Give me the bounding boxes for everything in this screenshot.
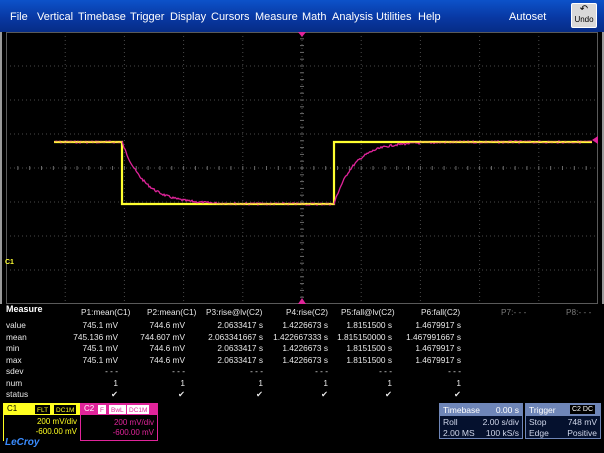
menu-vertical[interactable]: Vertical <box>37 11 74 23</box>
menu-measure[interactable]: Measure <box>255 11 298 23</box>
measure-table <box>0 304 604 403</box>
status-check-icon: ✔ <box>256 389 263 399</box>
row-label-sdev: sdev <box>6 366 24 376</box>
measure-title: Measure <box>6 304 43 314</box>
meas-cell: 745.1 mV <box>82 354 118 365</box>
col-header-p3[interactable]: P3:rise@lv(C2) <box>206 307 263 317</box>
timebase-row-2 <box>440 427 522 438</box>
c2-bwl-tag: BwL <box>111 407 124 414</box>
menu-analysis[interactable]: Analysis <box>332 11 373 23</box>
col-header-p4[interactable]: P4:rise(C2) <box>286 307 328 317</box>
meas-cell: 744.607 mV <box>140 331 185 342</box>
c1-descriptor[interactable] <box>3 403 81 441</box>
meas-cell: - - - <box>315 366 328 376</box>
meas-cell: 2.063341667 s <box>208 331 263 342</box>
meas-cell: 745.1 mV <box>82 343 118 353</box>
timebase-mode: Roll <box>443 417 458 427</box>
menu-cursors[interactable]: Cursors <box>211 11 250 23</box>
trigger-state: Stop <box>529 417 547 427</box>
c2-offset: -600.00 mV <box>112 428 154 437</box>
autoset-button[interactable]: Autoset <box>509 11 547 23</box>
trigger-source-tag: C2 DC <box>572 406 594 413</box>
meas-cell: 2.0633417 s <box>217 320 263 330</box>
row-label-num: num <box>6 377 23 388</box>
c2-filter-tag: F <box>100 407 104 414</box>
menu-display[interactable]: Display <box>170 11 207 23</box>
trigger-time-marker-top[interactable] <box>298 32 306 37</box>
meas-cell: 745.136 mV <box>73 331 118 342</box>
timebase-descriptor[interactable] <box>439 403 523 439</box>
c1-offset-marker[interactable]: C1 <box>5 259 14 266</box>
meas-cell: 1.8151500 s <box>346 343 392 353</box>
meas-cell: 744.6 mV <box>149 320 185 330</box>
c2-descriptor[interactable] <box>80 403 158 441</box>
meas-cell: 1.8151500 s <box>346 354 392 365</box>
timebase-rate: 100 kS/s <box>485 428 519 438</box>
trigger-level-marker[interactable] <box>592 136 598 144</box>
trigger-title: Trigger <box>529 405 556 415</box>
meas-cell: 745.1 mV <box>82 320 118 330</box>
timebase-samples: 2.00 MS <box>443 428 475 438</box>
col-header-p2[interactable]: P2:mean(C1) <box>147 307 197 317</box>
timebase-title: Timebase <box>443 405 481 415</box>
timebase-row-1 <box>440 416 522 427</box>
meas-cell: 1.4679917 s <box>415 343 461 353</box>
timebase-delay: 0.00 s <box>495 405 519 415</box>
menu-help[interactable]: Help <box>418 11 441 23</box>
meas-cell: 744.6 mV <box>149 354 185 365</box>
meas-cell: 1.467991667 s <box>406 331 461 342</box>
descriptor-bar <box>0 403 604 453</box>
meas-cell: 1 <box>113 377 118 388</box>
menu-utilities[interactable]: Utilities <box>376 11 412 23</box>
menu-timebase[interactable]: Timebase <box>78 11 126 23</box>
meas-cell: 1.815150000 s <box>337 331 392 342</box>
status-check-icon: ✔ <box>321 389 328 399</box>
col-header-p6[interactable]: P6:fall(C2) <box>421 307 461 317</box>
c2-descriptor-header <box>81 404 157 415</box>
c2-name: C2 <box>84 404 95 413</box>
c1-filter-tag: FLT <box>37 407 49 414</box>
row-label-status: status <box>6 389 29 399</box>
meas-cell: 744.6 mV <box>149 343 185 353</box>
meas-cell: - - - <box>172 366 185 376</box>
status-check-icon: ✔ <box>111 389 118 399</box>
undo-label: Undo <box>574 15 594 24</box>
row-label-min: min <box>6 343 20 353</box>
col-header-p5[interactable]: P5:fall@lv(C2) <box>341 307 395 317</box>
meas-cell: 1 <box>387 377 392 388</box>
lecroy-logo: LeCroy <box>5 437 40 448</box>
col-header-p7[interactable]: P7:- - - <box>501 307 527 317</box>
trigger-level: 748 mV <box>567 417 597 427</box>
meas-cell: - - - <box>250 366 263 376</box>
c2-trace <box>54 141 592 205</box>
c1-trace <box>54 142 592 204</box>
row-label-max: max <box>6 354 22 365</box>
menu-trigger[interactable]: Trigger <box>130 11 165 23</box>
meas-cell: 1 <box>323 377 328 388</box>
row-label-mean: mean <box>6 331 27 342</box>
menu-math[interactable]: Math <box>302 11 327 23</box>
status-check-icon: ✔ <box>178 389 185 399</box>
meas-cell: 1.422667333 s <box>273 331 328 342</box>
c1-name: C1 <box>7 404 18 413</box>
meas-cell: 1 <box>456 377 461 388</box>
trigger-header <box>526 404 600 416</box>
row-label-value: value <box>6 320 26 330</box>
timebase-header <box>440 404 522 416</box>
trigger-type: Edge <box>529 428 549 438</box>
meas-cell: 1 <box>258 377 263 388</box>
meas-cell: - - - <box>448 366 461 376</box>
trigger-descriptor[interactable] <box>525 403 601 439</box>
c1-coupling-tag: DC1M <box>56 407 75 414</box>
trigger-row-2 <box>526 427 600 438</box>
c1-descriptor-header <box>4 404 80 415</box>
c1-scale: 200 mV/div <box>36 417 77 426</box>
c2-scale: 200 mV/div <box>113 418 154 427</box>
undo-button[interactable] <box>571 3 597 28</box>
c1-offset: -600.00 mV <box>35 427 77 436</box>
menu-bar <box>0 0 604 32</box>
meas-cell: - - - <box>105 366 118 376</box>
col-header-p1[interactable]: P1:mean(C1) <box>81 307 131 317</box>
c1-trace-overlay <box>54 142 592 204</box>
status-check-icon: ✔ <box>385 389 392 399</box>
meas-cell: 1.8151500 s <box>346 320 392 330</box>
trigger-slope: Positive <box>567 428 597 438</box>
meas-cell: 1.4679917 s <box>415 320 461 330</box>
meas-cell: 1.4226673 s <box>282 343 328 353</box>
status-check-icon: ✔ <box>454 389 461 399</box>
timebase-time-div: 2.00 s/div <box>482 417 519 427</box>
meas-cell: 1.4679917 s <box>415 354 461 365</box>
meas-cell: - - - <box>379 366 392 376</box>
trigger-row-1 <box>526 416 600 427</box>
meas-cell: 1 <box>180 377 185 388</box>
meas-cell: 1.4226673 s <box>282 354 328 365</box>
undo-arrow-icon: ↶ <box>579 4 589 15</box>
waveform-display <box>6 32 598 304</box>
meas-cell: 2.0633417 s <box>217 354 263 365</box>
meas-cell: 1.4226673 s <box>282 320 328 330</box>
col-header-p8[interactable]: P8:- - - <box>566 307 592 317</box>
menu-file[interactable]: File <box>10 11 28 23</box>
meas-cell: 2.0633417 s <box>217 343 263 353</box>
c2-coupling-tag: DC1M <box>129 407 148 414</box>
